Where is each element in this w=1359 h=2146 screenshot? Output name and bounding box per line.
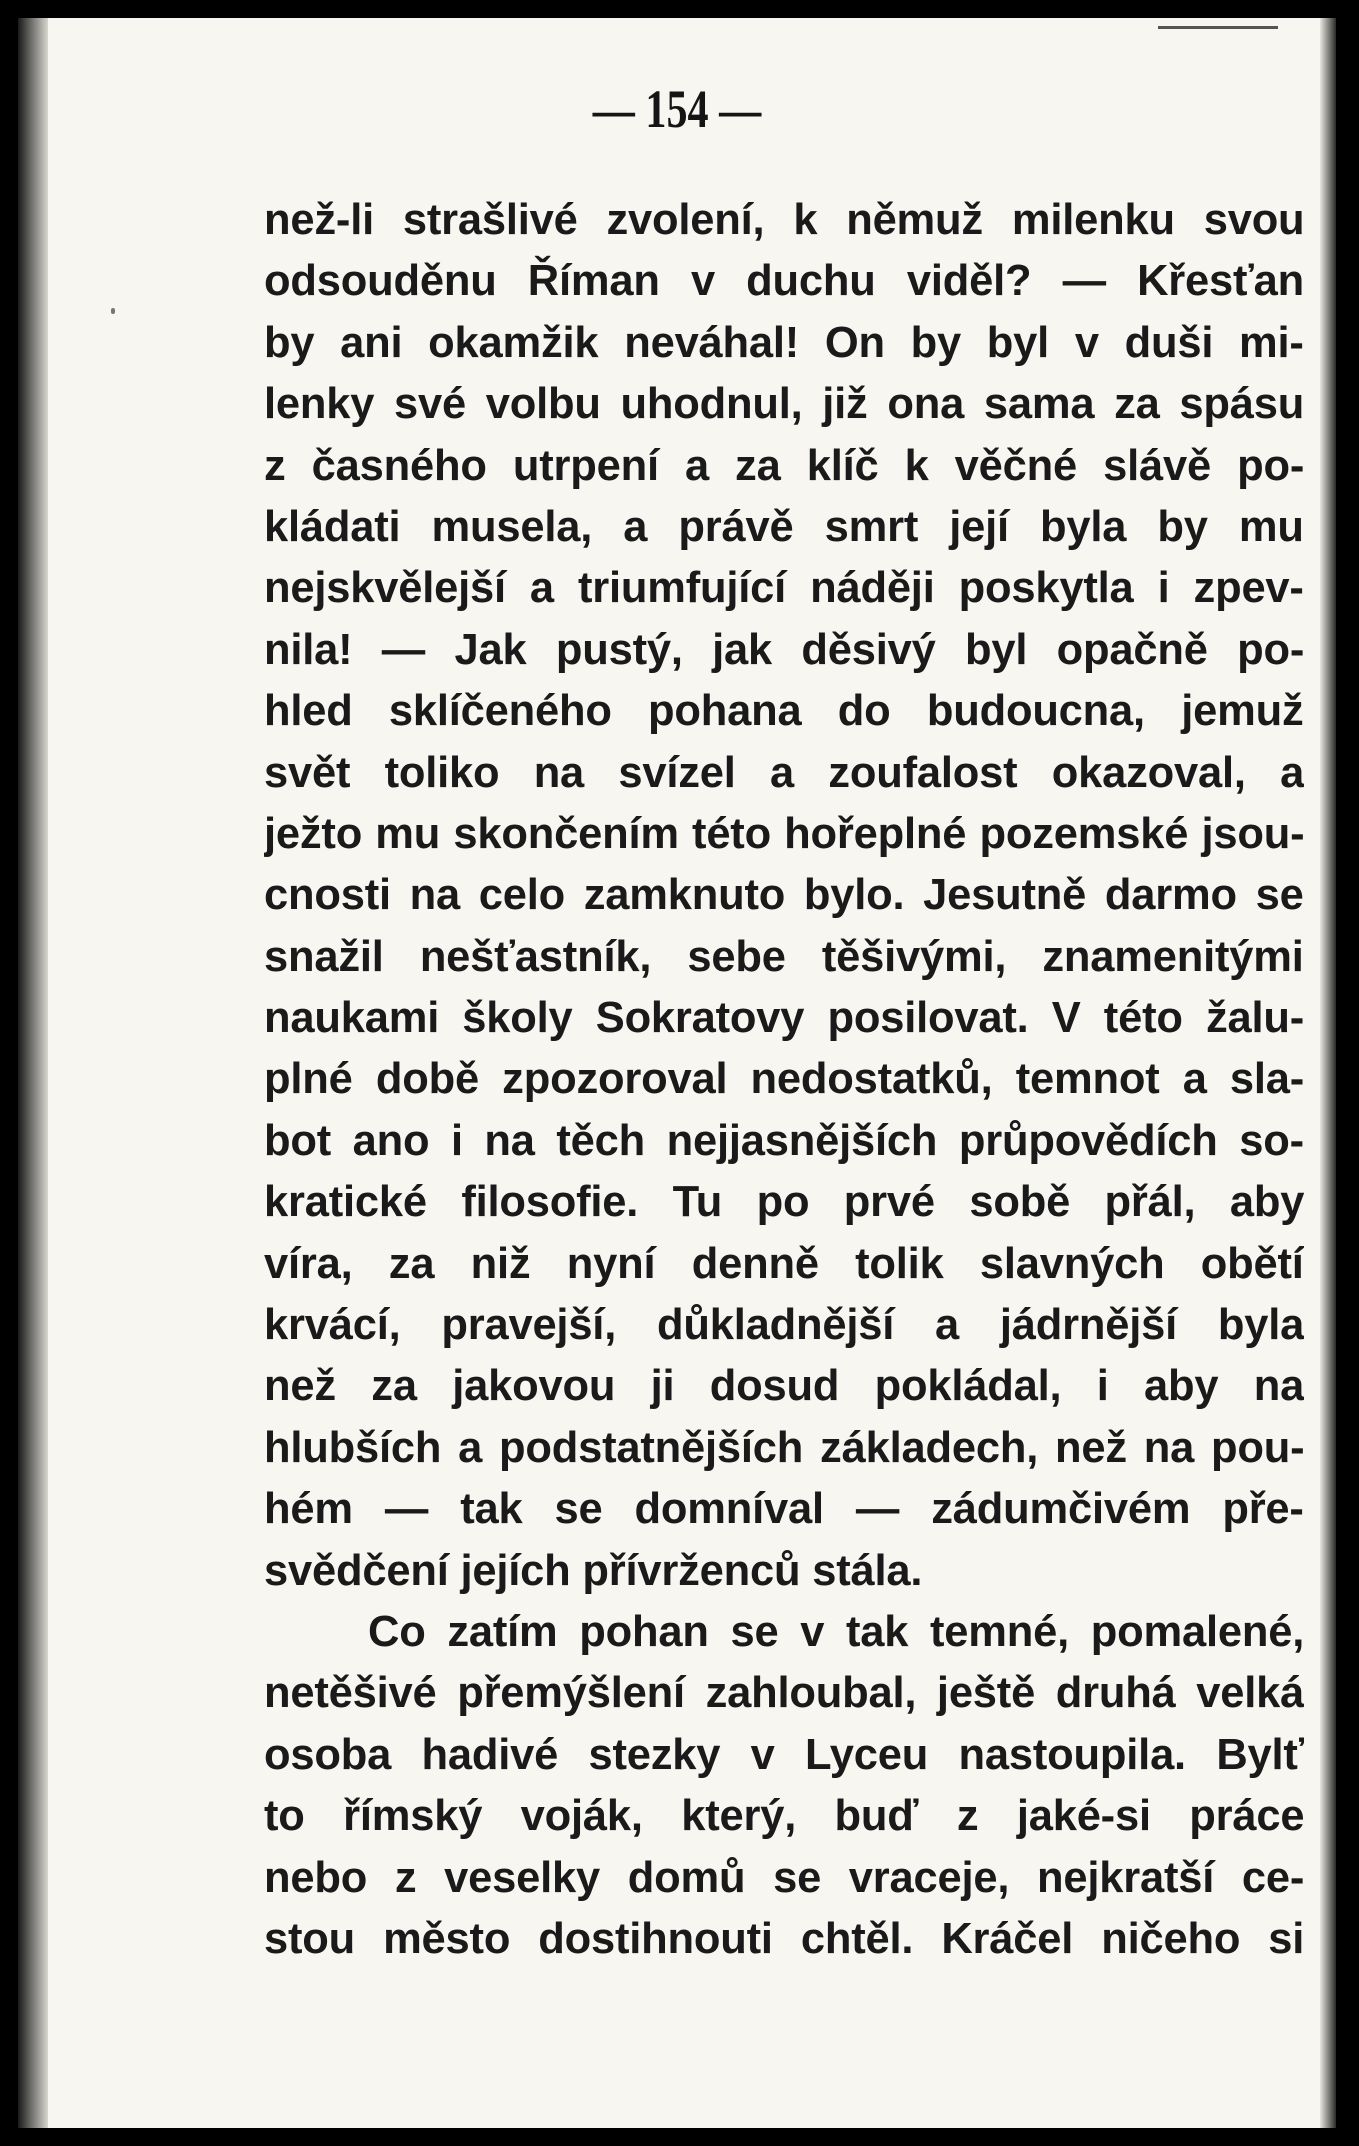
text-line: to římský voják, který, buď z jaké-si práce <box>264 1792 1304 1841</box>
text-line: kratické filosofie. Tu po prvé sobě přál, aby <box>264 1178 1304 1227</box>
text-line: víra, za niž nyní denně tolik slavných obětí <box>264 1239 1304 1288</box>
text-line: než za jakovou ji dosud pokládal, i aby na <box>264 1362 1304 1411</box>
page-number: — 154 — <box>592 79 762 139</box>
text-line: nejskvělejší a triumfující náději poskytla i zpev- <box>264 564 1304 613</box>
text-line: stou město dostihnouti chtěl. Kráčel ničeho si <box>264 1914 1304 1963</box>
body-text <box>264 190 1304 1970</box>
text-line: odsouděnu Říman v duchu viděl? — Křesťan <box>264 257 1304 306</box>
text-line: kládati musela, a právě smrt její byla by mu <box>264 502 1304 551</box>
text-line: z časného utrpení a za klíč k věčné slávě po- <box>264 441 1304 490</box>
text-line: plné době zpozoroval nedostatků, temnot a sla- <box>264 1055 1304 1104</box>
text-line: nebo z veselky domů se vraceje, nejkratší ce- <box>264 1853 1304 1902</box>
text-line: osoba hadivé stezky v Lyceu nastoupila. Bylť <box>264 1730 1304 1779</box>
book-page <box>18 18 1336 2128</box>
page-spine-shadow <box>18 18 48 2128</box>
text-line: nila! — Jak pustý, jak děsivý byl opačně po- <box>264 625 1304 674</box>
paragraph-start-line: Co zatím pohan se v tak temné, pomalené, <box>368 1607 1304 1656</box>
text-line: svět toliko na svízel a zoufalost okazoval, a <box>264 748 1304 797</box>
text-line: hém — tak se domníval — zádumčivém pře- <box>264 1485 1304 1534</box>
text-line: naukami školy Sokratovy posilovat. V této žalu- <box>264 994 1304 1043</box>
text-line: cnosti na celo zamknuto bylo. Jesutně darmo se <box>264 871 1304 920</box>
top-rule <box>1158 26 1278 29</box>
text-line: netěšivé přemýšlení zahloubal, ještě druhá velká <box>264 1669 1304 1718</box>
text-line: hlubších a podstatnějších základech, než na pou- <box>264 1423 1304 1472</box>
page-edge-shadow <box>1320 18 1336 2128</box>
text-line: hled sklíčeného pohana do budoucna, jemuž <box>264 687 1304 736</box>
text-line: než-li strašlivé zvolení, k němuž milenku svou <box>264 196 1304 244</box>
paragraph-end-line: svědčení jejích přívrženců stála. <box>264 1546 923 1595</box>
text-line: snažil nešťastník, sebe těšivými, znamenitými <box>264 932 1304 981</box>
text-line: krvácí, pravejší, důkladnější a jádrnější byla <box>264 1301 1304 1350</box>
text-line: by ani okamžik neváhal! On by byl v duši mi- <box>264 318 1304 367</box>
text-line: bot ano i na těch nejjasnějších průpovědích so- <box>264 1116 1304 1165</box>
text-line: lenky své volbu uhodnul, již ona sama za spásu <box>264 380 1304 429</box>
print-speck <box>111 308 115 314</box>
text-line: ježto mu skončením této hořeplné pozemské jsou- <box>264 809 1304 858</box>
